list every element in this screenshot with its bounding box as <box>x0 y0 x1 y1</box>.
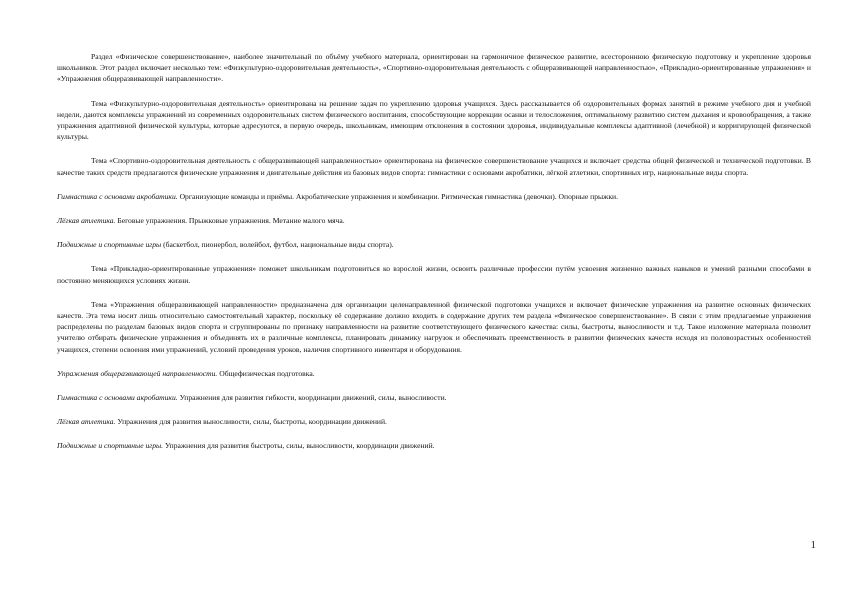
paragraph-lead: Гимнастика с основами акробатики. <box>57 393 178 403</box>
paragraph-applied-topic <box>57 263 811 285</box>
paragraph-text: Тема «Спортивно-оздоровительная деятельность с общеразвивающей направленностью» ориентирована на физическое совершенствование учащихся и включает средства общей физической и технической подготовки. В качестве таких средств предлагаются физические упражнения и двигательные действия из базовых видов спорта: гимнастики с основами акробатики, лёгкой атлетики, спортивных игр, национальные виды спорта. <box>57 156 811 177</box>
paragraph-gymnastics-exercises <box>57 392 811 403</box>
paragraph-text: Упражнения для развития выносливости, силы, быстроты, координации движений. <box>115 417 387 427</box>
paragraph-lead: Гимнастика с основами акробатики. <box>57 191 178 201</box>
paragraph-text: (баскетбол, пионербол, волейбол, футбол, национальные виды спорта). <box>161 240 394 250</box>
paragraph-lead: Лёгкая атлетика. <box>57 417 116 427</box>
page-number: 1 <box>810 539 816 551</box>
paragraph-section-intro <box>57 51 811 85</box>
paragraph-text: Тема «Прикладно-ориентированные упражнения» поможет школьникам подготовиться ко взрослой жизни, освоить различные профессии путём усвоения жизненно важных навыков и умений разными способами в постоянно меняющихся условиях жизни. <box>57 264 811 285</box>
paragraph-text: Беговые упражнения. Прыжковые упражнения. Метание малого мяча. <box>115 216 345 226</box>
document-page <box>57 51 811 465</box>
paragraph-lead: Упражнения общеразвивающей направленности. <box>57 368 218 378</box>
paragraph-athletics-exercises <box>57 416 811 427</box>
paragraph-text: Упражнения для развития гибкости, координации движений, силы, выносливости. <box>177 393 447 403</box>
paragraph-lead: Лёгкая атлетика. <box>57 216 116 226</box>
paragraph-text: Тема «Физкультурно-оздоровительная деятельность» ориентирована на решение задач по укреплению здоровья учащихся. Здесь рассказывается об оздоровительных формах занятий в режиме учебного дня и учебной недели, даются комплексы упражнений из современных оздоровительных систем физического воспитания, способствующие коррекции осанки и телосложения, оптимальному развитию систем дыхания и кровообращения, а также упражнения адаптивной физической культуры, которые адресуются, в первую очередь, школьникам, имеющим отклонения в состоянии здоровья, индивидуальные комплексы адаптивной (лечебной) и корригирующей физической культуры. <box>57 98 811 142</box>
paragraph-general-topic <box>57 299 811 355</box>
paragraph-lead: Подвижные и спортивные игры. <box>57 441 164 451</box>
paragraph-health-topic <box>57 98 811 143</box>
paragraph-gymnastics <box>57 191 811 202</box>
paragraph-text: Организующие команды и приёмы. Акробатические упражнения и комбинации. Ритмическая гимнастика (девочки). Опорные прыжки. <box>177 191 618 201</box>
paragraph-games <box>57 239 811 250</box>
paragraph-text: Общефизическая подготовка. <box>217 368 315 378</box>
paragraph-general-exercises <box>57 368 811 379</box>
paragraph-games-exercises <box>57 440 811 451</box>
paragraph-lead: Подвижные и спортивные игры <box>57 240 162 250</box>
paragraph-text: Раздел «Физическое совершенствование», наиболее значительный по объёму учебного материала, ориентирован на гармоничное физическое развитие, всестороннюю физическую подготовку и укрепление здоровья школьников. Этот раздел включает несколько тем: «Физкультурно-оздоровительная деятельность», «Спортивно-оздоровительная деятельность с общеразвивающей направленностью», «Прикладно-ориентированные упражнения» и «Упражнения общеразвивающей направленности». <box>57 52 811 84</box>
paragraph-athletics <box>57 215 811 226</box>
paragraph-text: Упражнения для развития быстроты, силы, выносливости, координации движений. <box>163 441 435 451</box>
paragraph-text: Тема «Упражнения общеразвивающей направленности» предназначена для организации целенаправленной физической подготовки учащихся и включает физические упражнения на развитие основных физических качеств. Эта тема носит лишь относительно самостоятельный характер, поскольку её содержание должно входить в содержание других тем раздела «Физическое совершенствование». В связи с этим предлагаемые упражнения распределены по разделам базовых видов спорта и сгруппированы по признаку направленности на развитие соответствующего физического качества: силы, быстроты, выносливости и т.д. Такое изложение материала позволит учителю отбирать физические упражнения и объединять их в различные комплексы, планировать динамику нагрузок и обеспечивать преемственность в развитии физических качеств исходя из половозрастных особенностей учащихся, степени освоения ими упражнений, условий проведения уроков, наличия спортивного инвентаря и оборудования. <box>57 299 811 354</box>
paragraph-sport-topic <box>57 155 811 177</box>
